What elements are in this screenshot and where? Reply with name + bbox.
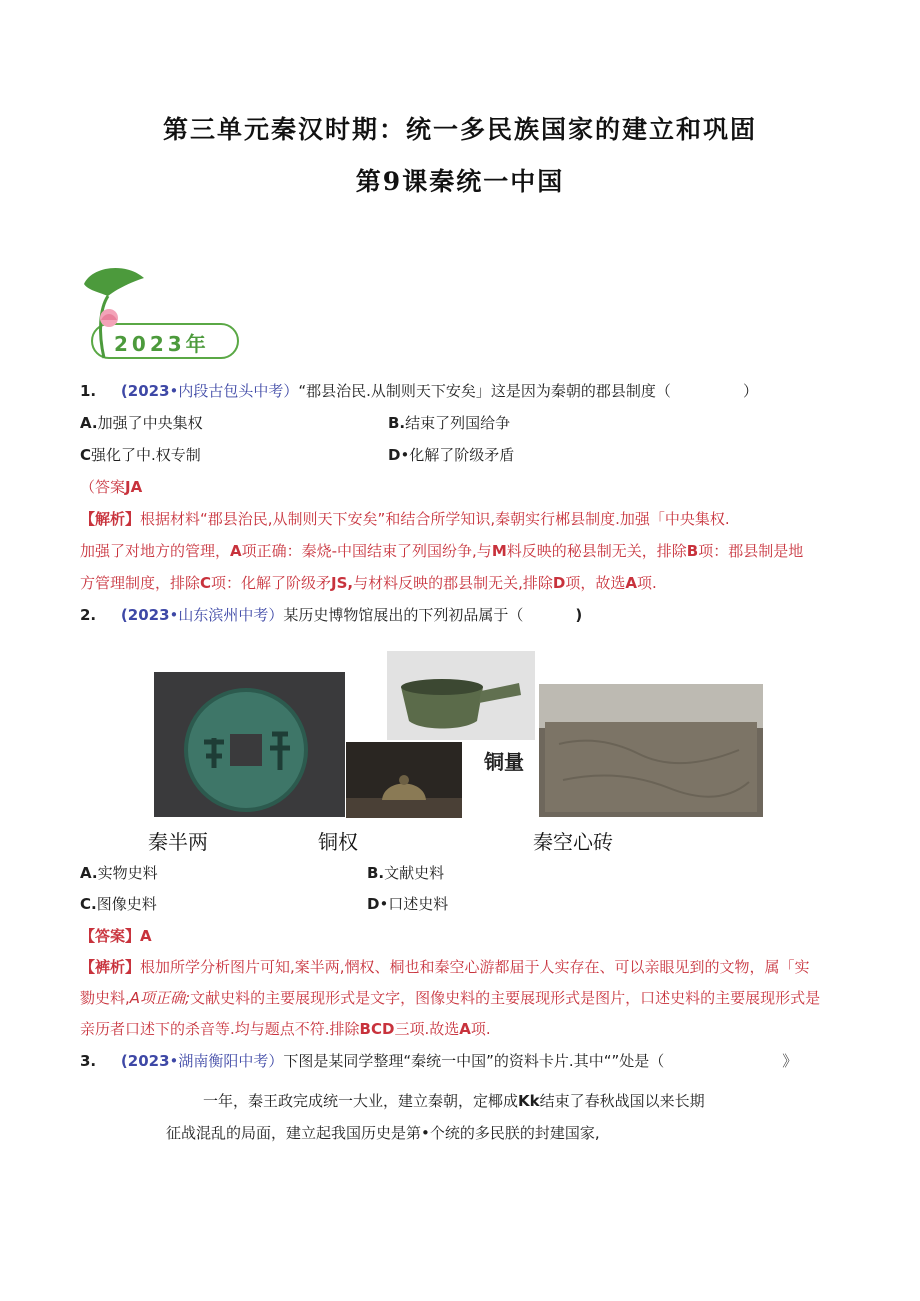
- option-c: C.图像史料: [80, 895, 157, 913]
- question-number: 2.: [80, 606, 97, 624]
- option-d: D•口述史料: [367, 895, 449, 913]
- question-text: “郡县治民.从制则天下安矣」这是因为秦朝的郡县制度（: [298, 382, 671, 400]
- analysis-line: 加强了对地方的管理，A项正确：秦烧-中国结束了列国纷争,与M料反映的秘县制无关，排除B项：郡县制是地: [80, 542, 804, 560]
- analysis-line: 【解析】根据材料“郡县治民,从制则天下安矣”和结合所学知识,秦朝实行郴县制度.加强「中央集权.: [80, 510, 730, 528]
- unit-title: 第三单元秦汉时期：统一多民族国家的建立和巩固: [162, 115, 757, 144]
- lesson-title: 第9课秦统一中国: [355, 167, 565, 196]
- question-text: 某历史博物馆展出的下列初品属于（: [283, 606, 524, 624]
- weight-caption: 铜权: [318, 832, 358, 854]
- question-2-stem: [80, 605, 582, 625]
- question-text: 下图是某同学整理“秦统一中国”的资料卡片.其中“”处是（: [283, 1052, 665, 1070]
- question-source: (2023•内段古包头中考）: [120, 382, 299, 400]
- coin-photo: [154, 672, 345, 817]
- analysis-line: 勠史料,A项正确;文献史料的主要展现形式是文字，图像史料的主要展现形式是图片，口述史料的主要展现形式是: [80, 989, 821, 1007]
- option-d: D•化解了阶级矛盾: [388, 446, 515, 464]
- answer-line: 【答案】A: [80, 927, 152, 945]
- question-source: (2023•山东滨州中考）: [120, 606, 284, 624]
- year-badge: [78, 262, 243, 364]
- brick-caption: 秦空心砖: [533, 832, 613, 854]
- coin-caption: 秦半两: [148, 832, 208, 854]
- option-b: B.结束了列国给争: [388, 414, 511, 432]
- question-number: 1.: [80, 382, 97, 400]
- bronze-weight-photo: [346, 742, 462, 818]
- hollow-brick-photo: [539, 684, 763, 817]
- card-line: 一年，秦王政完成统一大业，建立秦朝，定椰成Kk结束了春秋战国以来长期: [203, 1092, 705, 1110]
- question-bracket: ）: [742, 382, 758, 400]
- question-bracket: ): [575, 606, 583, 624]
- analysis-line: 方管理制度，排除C项：化解了阶级矛JS,与材料反映的郡县制无关,排除D项，故选A项.: [80, 574, 657, 592]
- card-line: 征战混乱的局面，建立起我国历史是第•个统的多民朕的封建国家,: [166, 1124, 600, 1142]
- analysis-line: 亲历者口述下的杀音等.均与题点不符.排除BCD三项.故选A项.: [80, 1020, 491, 1038]
- question-1-stem: [80, 381, 758, 401]
- option-a: A.实物史料: [80, 864, 158, 882]
- analysis-line: 【裤析】根加所学分析图片可知,案半两,惘权、桐也和秦空心游都届于人实存在、可以亲眼见到的文物，属「实: [80, 958, 810, 976]
- question-number: 3.: [80, 1052, 97, 1070]
- measure-label: 铜量: [484, 750, 524, 774]
- year-badge-label: 2023年: [114, 332, 210, 356]
- answer-line: （答案JA: [80, 478, 143, 496]
- bronze-measure-photo: [387, 651, 535, 740]
- option-a: A.加强了中央集权: [80, 414, 203, 432]
- question-3-stem: [80, 1051, 797, 1071]
- question-source: (2023•湖南衡阳中考）: [120, 1052, 284, 1070]
- option-c: C强化了中.权专制: [80, 446, 201, 464]
- question-bracket: 》: [782, 1052, 798, 1070]
- option-b: B.文献史料: [367, 864, 445, 882]
